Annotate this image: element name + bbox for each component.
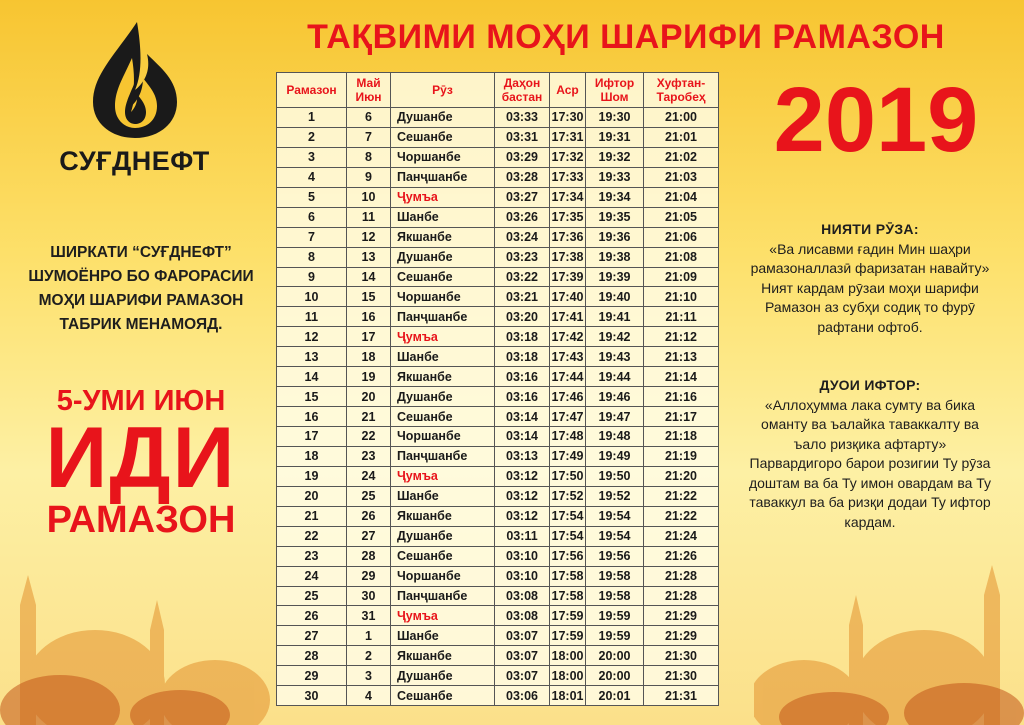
table-cell: 29: [277, 666, 347, 686]
table-cell: 11: [277, 307, 347, 327]
column-header-text: Рамазон: [286, 83, 337, 97]
column-header-text: Даҳон: [503, 76, 541, 90]
table-row: [277, 427, 719, 447]
eid-name: РАМАЗОН: [46, 499, 236, 541]
eid-date: 5-УМИ ИЮН: [56, 385, 226, 417]
niyat-line: Ният кардам рӯзаи моҳи шарифи: [761, 279, 979, 296]
year-label: 2019: [773, 69, 979, 171]
table-cell: Панҷшанбе: [391, 586, 495, 606]
table-row: [277, 227, 719, 247]
table-cell: 03:06: [495, 686, 550, 706]
table-cell: 5: [277, 187, 347, 207]
table-cell: 03:22: [495, 267, 550, 287]
table-cell: 30: [347, 586, 391, 606]
table-cell: 7: [277, 227, 347, 247]
table-cell: Панҷшанбе: [391, 307, 495, 327]
table-cell: Шанбе: [391, 347, 495, 367]
table-cell: 21:19: [644, 446, 719, 466]
table-cell: 21:31: [644, 686, 719, 706]
table-cell: 17:38: [550, 247, 586, 267]
column-header-text: Рӯз: [432, 83, 453, 97]
table-cell: 10: [277, 287, 347, 307]
table-cell: 28: [277, 646, 347, 666]
table-cell: 20:00: [586, 646, 644, 666]
table-cell: 21: [277, 506, 347, 526]
table-cell: 12: [347, 227, 391, 247]
table-cell: 03:29: [495, 147, 550, 167]
table-cell: 17:39: [550, 267, 586, 287]
table-cell: 19:43: [586, 347, 644, 367]
table-cell: Чоршанбе: [391, 287, 495, 307]
table-cell: 4: [347, 686, 391, 706]
table-cell: Сешанбе: [391, 127, 495, 147]
table-cell: 6: [347, 108, 391, 128]
table-cell: 03:08: [495, 606, 550, 626]
column-header-text: бастан: [501, 90, 543, 104]
table-cell: 13: [277, 347, 347, 367]
greeting-line: ШИРКАТИ “СУҒДНЕФТ”: [50, 244, 232, 261]
greeting-text: [10, 241, 272, 337]
niyat-line: рамазоналлазӣ фаризатан навайту»: [750, 260, 990, 276]
schedule-table-container: [276, 72, 718, 706]
table-cell: 21:28: [644, 586, 719, 606]
column-header: [495, 73, 550, 108]
column-header-text: Июн: [355, 90, 382, 104]
table-cell: 03:33: [495, 108, 550, 128]
table-row: [277, 167, 719, 187]
table-cell: 03:23: [495, 247, 550, 267]
table-cell: 17:58: [550, 586, 586, 606]
table-cell: 17: [277, 427, 347, 447]
table-row: [277, 666, 719, 686]
column-header: [277, 73, 347, 108]
column-header-text: Ифтор: [594, 76, 635, 90]
mosque-silhouette-right: [754, 535, 1024, 725]
table-cell: 19:38: [586, 247, 644, 267]
table-row: [277, 287, 719, 307]
table-row: [277, 586, 719, 606]
table-cell: 19:41: [586, 307, 644, 327]
table-cell: 03:07: [495, 626, 550, 646]
greeting-line: ШУМОЁНРО БО ФАРОРАСИИ: [28, 268, 254, 285]
table-cell: Душанбе: [391, 666, 495, 686]
table-cell: 15: [347, 287, 391, 307]
table-cell: 21:00: [644, 108, 719, 128]
table-cell: Душанбе: [391, 108, 495, 128]
table-body: [277, 108, 719, 706]
table-cell: Ҷумъа: [391, 606, 495, 626]
table-cell: Ҷумъа: [391, 187, 495, 207]
table-cell: 19:59: [586, 626, 644, 646]
eid-title: ИДИ: [45, 410, 237, 506]
table-cell: 03:26: [495, 207, 550, 227]
table-cell: Якшанбе: [391, 367, 495, 387]
niyat-line: рафтани офтоб.: [817, 318, 923, 335]
table-cell: 2: [347, 646, 391, 666]
table-cell: 20:01: [586, 686, 644, 706]
table-cell: 20:00: [586, 666, 644, 686]
table-cell: 17:50: [550, 466, 586, 486]
table-row: [277, 566, 719, 586]
table-cell: 17:54: [550, 526, 586, 546]
column-header-text: Май: [356, 76, 381, 90]
table-cell: 23: [277, 546, 347, 566]
table-cell: 11: [347, 207, 391, 227]
table-cell: 19:35: [586, 207, 644, 227]
table-cell: 25: [277, 586, 347, 606]
table-cell: 17:46: [550, 387, 586, 407]
greeting-line: МОҲИ ШАРИФИ РАМАЗОН: [38, 292, 244, 309]
table-cell: 19:52: [586, 486, 644, 506]
table-row: [277, 526, 719, 546]
table-cell: 19:39: [586, 267, 644, 287]
table-cell: 17:49: [550, 446, 586, 466]
table-cell: 17:36: [550, 227, 586, 247]
table-cell: Шанбе: [391, 626, 495, 646]
table-cell: 21:02: [644, 147, 719, 167]
column-header: [391, 73, 495, 108]
table-cell: Якшанбе: [391, 227, 495, 247]
table-cell: 21:22: [644, 486, 719, 506]
dua-line: кардам.: [844, 513, 896, 530]
company-logo: [52, 20, 217, 177]
page-title: ТАҚВИМИ МОҲИ ШАРИФИ РАМАЗОН: [307, 18, 945, 56]
table-cell: 19: [347, 367, 391, 387]
table-cell: 17:44: [550, 367, 586, 387]
table-cell: 18: [277, 446, 347, 466]
niyat-line: «Ва лисавми ғадин Мин шаҳри: [769, 240, 971, 257]
table-cell: 21:16: [644, 387, 719, 407]
table-row: [277, 686, 719, 706]
table-cell: 03:13: [495, 446, 550, 466]
table-cell: 1: [277, 108, 347, 128]
column-header: [586, 73, 644, 108]
table-cell: 21:13: [644, 347, 719, 367]
table-row: [277, 407, 719, 427]
table-cell: 27: [347, 526, 391, 546]
table-cell: 21:09: [644, 267, 719, 287]
table-cell: 24: [277, 566, 347, 586]
table-cell: 21:11: [644, 307, 719, 327]
table-row: [277, 626, 719, 646]
table-cell: Чоршанбе: [391, 566, 495, 586]
table-cell: 21:26: [644, 546, 719, 566]
table-cell: Душанбе: [391, 526, 495, 546]
table-cell: 03:14: [495, 427, 550, 447]
table-cell: 21:18: [644, 427, 719, 447]
table-cell: 21:17: [644, 407, 719, 427]
table-cell: 19:49: [586, 446, 644, 466]
table-row: [277, 646, 719, 666]
table-cell: 03:18: [495, 327, 550, 347]
table-cell: 17:32: [550, 147, 586, 167]
table-cell: 19:31: [586, 127, 644, 147]
table-cell: 4: [277, 167, 347, 187]
table-cell: 19:48: [586, 427, 644, 447]
table-row: [277, 327, 719, 347]
logo-text: СУҒДНЕФТ: [59, 146, 210, 176]
table-cell: 29: [347, 566, 391, 586]
table-cell: 8: [347, 147, 391, 167]
table-cell: Панҷшанбе: [391, 446, 495, 466]
table-cell: 03:10: [495, 566, 550, 586]
table-cell: 19:47: [586, 407, 644, 427]
table-cell: 22: [347, 427, 391, 447]
table-cell: 17:42: [550, 327, 586, 347]
table-cell: 19:50: [586, 466, 644, 486]
table-cell: 21:22: [644, 506, 719, 526]
dua-line: ъало ризқика афтарту»: [793, 435, 947, 452]
table-cell: 20: [277, 486, 347, 506]
table-row: [277, 267, 719, 287]
table-cell: 18: [347, 347, 391, 367]
table-cell: 28: [347, 546, 391, 566]
table-cell: 19:32: [586, 147, 644, 167]
table-cell: 17:43: [550, 347, 586, 367]
table-cell: 6: [277, 207, 347, 227]
table-cell: Сешанбе: [391, 267, 495, 287]
table-cell: 03:12: [495, 486, 550, 506]
table-header-row: [277, 73, 719, 108]
table-cell: 30: [277, 686, 347, 706]
table-cell: 16: [347, 307, 391, 327]
table-row: [277, 446, 719, 466]
table-cell: 19:40: [586, 287, 644, 307]
table-cell: 17:52: [550, 486, 586, 506]
table-cell: 03:07: [495, 646, 550, 666]
table-row: [277, 486, 719, 506]
table-cell: 21:14: [644, 367, 719, 387]
table-row: [277, 127, 719, 147]
greeting-line: ТАБРИК МЕНАМОЯД.: [59, 316, 223, 333]
table-cell: Ҷумъа: [391, 466, 495, 486]
table-cell: 19:54: [586, 526, 644, 546]
table-cell: 20: [347, 387, 391, 407]
column-header-text: Аср: [556, 83, 579, 97]
table-cell: 12: [277, 327, 347, 347]
table-row: [277, 506, 719, 526]
column-header-text: Хуфтан-: [656, 76, 706, 90]
table-cell: 18:01: [550, 686, 586, 706]
table-cell: Сешанбе: [391, 686, 495, 706]
table-cell: 21:29: [644, 606, 719, 626]
table-cell: 17:33: [550, 167, 586, 187]
table-cell: 19:58: [586, 586, 644, 606]
table-cell: 17:30: [550, 108, 586, 128]
table-row: [277, 367, 719, 387]
table-cell: 7: [347, 127, 391, 147]
table-cell: 03:20: [495, 307, 550, 327]
dua-section: [722, 376, 1018, 532]
table-cell: 17:47: [550, 407, 586, 427]
table-cell: 21:01: [644, 127, 719, 147]
table-cell: 22: [277, 526, 347, 546]
table-cell: Душанбе: [391, 387, 495, 407]
table-cell: 19:58: [586, 566, 644, 586]
table-cell: 03:24: [495, 227, 550, 247]
table-cell: 03:16: [495, 387, 550, 407]
table-cell: 19:59: [586, 606, 644, 626]
table-cell: 21:06: [644, 227, 719, 247]
table-cell: 21:30: [644, 646, 719, 666]
table-cell: 03:16: [495, 367, 550, 387]
table-cell: 18:00: [550, 646, 586, 666]
table-row: [277, 466, 719, 486]
table-cell: 14: [277, 367, 347, 387]
table-row: [277, 187, 719, 207]
table-cell: 21:05: [644, 207, 719, 227]
table-cell: 19:44: [586, 367, 644, 387]
mosque-silhouette-left: [0, 535, 270, 725]
niyat-heading: НИЯТИ РӮЗА:: [821, 221, 919, 237]
table-cell: 03:12: [495, 506, 550, 526]
column-header-text: Таробеҳ: [656, 90, 706, 104]
table-cell: 17:40: [550, 287, 586, 307]
table-cell: 17:41: [550, 307, 586, 327]
table-cell: Якшанбе: [391, 506, 495, 526]
table-cell: 17:34: [550, 187, 586, 207]
table-cell: 17:35: [550, 207, 586, 227]
table-cell: 03:12: [495, 466, 550, 486]
table-cell: 3: [347, 666, 391, 686]
column-header: [347, 73, 391, 108]
table-cell: 21:08: [644, 247, 719, 267]
table-cell: Шанбе: [391, 207, 495, 227]
table-cell: 17:31: [550, 127, 586, 147]
table-cell: 15: [277, 387, 347, 407]
table-row: [277, 546, 719, 566]
table-cell: 17:59: [550, 606, 586, 626]
table-cell: 03:18: [495, 347, 550, 367]
table-cell: 17:48: [550, 427, 586, 447]
table-cell: Чоршанбе: [391, 427, 495, 447]
table-cell: 26: [347, 506, 391, 526]
table-cell: 21:20: [644, 466, 719, 486]
table-cell: 23: [347, 446, 391, 466]
table-cell: 21:29: [644, 626, 719, 646]
table-cell: 21:10: [644, 287, 719, 307]
table-cell: 03:31: [495, 127, 550, 147]
table-cell: 19:42: [586, 327, 644, 347]
table-cell: 19:34: [586, 187, 644, 207]
table-cell: 21: [347, 407, 391, 427]
table-cell: 17:59: [550, 626, 586, 646]
table-cell: Сешанбе: [391, 546, 495, 566]
table-row: [277, 387, 719, 407]
table-cell: Ҷумъа: [391, 327, 495, 347]
table-cell: Шанбе: [391, 486, 495, 506]
dua-line: «Аллоҳумма лака сумту ва бика: [764, 396, 976, 413]
table-cell: Панҷшанбе: [391, 167, 495, 187]
table-cell: 19:36: [586, 227, 644, 247]
table-cell: 21:30: [644, 666, 719, 686]
table-cell: 25: [347, 486, 391, 506]
table-cell: 19:33: [586, 167, 644, 187]
table-cell: 17: [347, 327, 391, 347]
table-row: [277, 207, 719, 227]
table-row: [277, 147, 719, 167]
table-cell: 27: [277, 626, 347, 646]
table-cell: 03:21: [495, 287, 550, 307]
table-cell: Якшанбе: [391, 646, 495, 666]
table-cell: Сешанбе: [391, 407, 495, 427]
table-row: [277, 606, 719, 626]
table-cell: 03:10: [495, 546, 550, 566]
table-cell: 03:08: [495, 586, 550, 606]
dua-heading: ДУОИ ИФТОР:: [819, 377, 921, 393]
niyat-section: [722, 220, 1018, 337]
table-cell: 19: [277, 466, 347, 486]
table-cell: 19:46: [586, 387, 644, 407]
niyat-line: Рамазон аз субҳи содиқ то фурӯ: [765, 299, 975, 315]
table-row: [277, 347, 719, 367]
column-header: [644, 73, 719, 108]
table-cell: 21:28: [644, 566, 719, 586]
table-cell: 10: [347, 187, 391, 207]
table-cell: 03:28: [495, 167, 550, 187]
eid-announcement: [10, 384, 272, 542]
table-cell: 1: [347, 626, 391, 646]
schedule-table: [276, 72, 719, 706]
table-cell: 03:27: [495, 187, 550, 207]
table-cell: 17:56: [550, 546, 586, 566]
table-cell: Душанбе: [391, 247, 495, 267]
table-row: [277, 108, 719, 128]
table-row: [277, 307, 719, 327]
column-header: [550, 73, 586, 108]
dua-line: Парвардигоро барои розигии Ту рӯза: [749, 455, 991, 471]
table-cell: 19:30: [586, 108, 644, 128]
table-cell: Чоршанбе: [391, 147, 495, 167]
table-cell: 16: [277, 407, 347, 427]
table-cell: 3: [277, 147, 347, 167]
table-cell: 21:03: [644, 167, 719, 187]
table-cell: 18:00: [550, 666, 586, 686]
table-cell: 21:04: [644, 187, 719, 207]
column-header-text: Шом: [600, 90, 629, 104]
table-cell: 2: [277, 127, 347, 147]
flame-drop-icon: [85, 20, 185, 140]
table-cell: 03:14: [495, 407, 550, 427]
table-cell: 21:12: [644, 327, 719, 347]
table-cell: 19:56: [586, 546, 644, 566]
table-cell: 03:11: [495, 526, 550, 546]
table-row: [277, 247, 719, 267]
table-cell: 24: [347, 466, 391, 486]
table-cell: 03:07: [495, 666, 550, 686]
table-cell: 31: [347, 606, 391, 626]
table-cell: 9: [347, 167, 391, 187]
table-cell: 14: [347, 267, 391, 287]
table-cell: 21:24: [644, 526, 719, 546]
dua-line: оманту ва ъалайка таваккалту ва: [761, 416, 979, 432]
table-cell: 8: [277, 247, 347, 267]
table-cell: 13: [347, 247, 391, 267]
table-cell: 17:58: [550, 566, 586, 586]
table-cell: 17:54: [550, 506, 586, 526]
dua-line: таваккул ва ба ризқи додаи Ту ифтор: [749, 494, 991, 510]
table-cell: 9: [277, 267, 347, 287]
dua-line: доштам ва ба Ту имон овардам ва Ту: [748, 474, 992, 491]
table-cell: 26: [277, 606, 347, 626]
table-cell: 19:54: [586, 506, 644, 526]
